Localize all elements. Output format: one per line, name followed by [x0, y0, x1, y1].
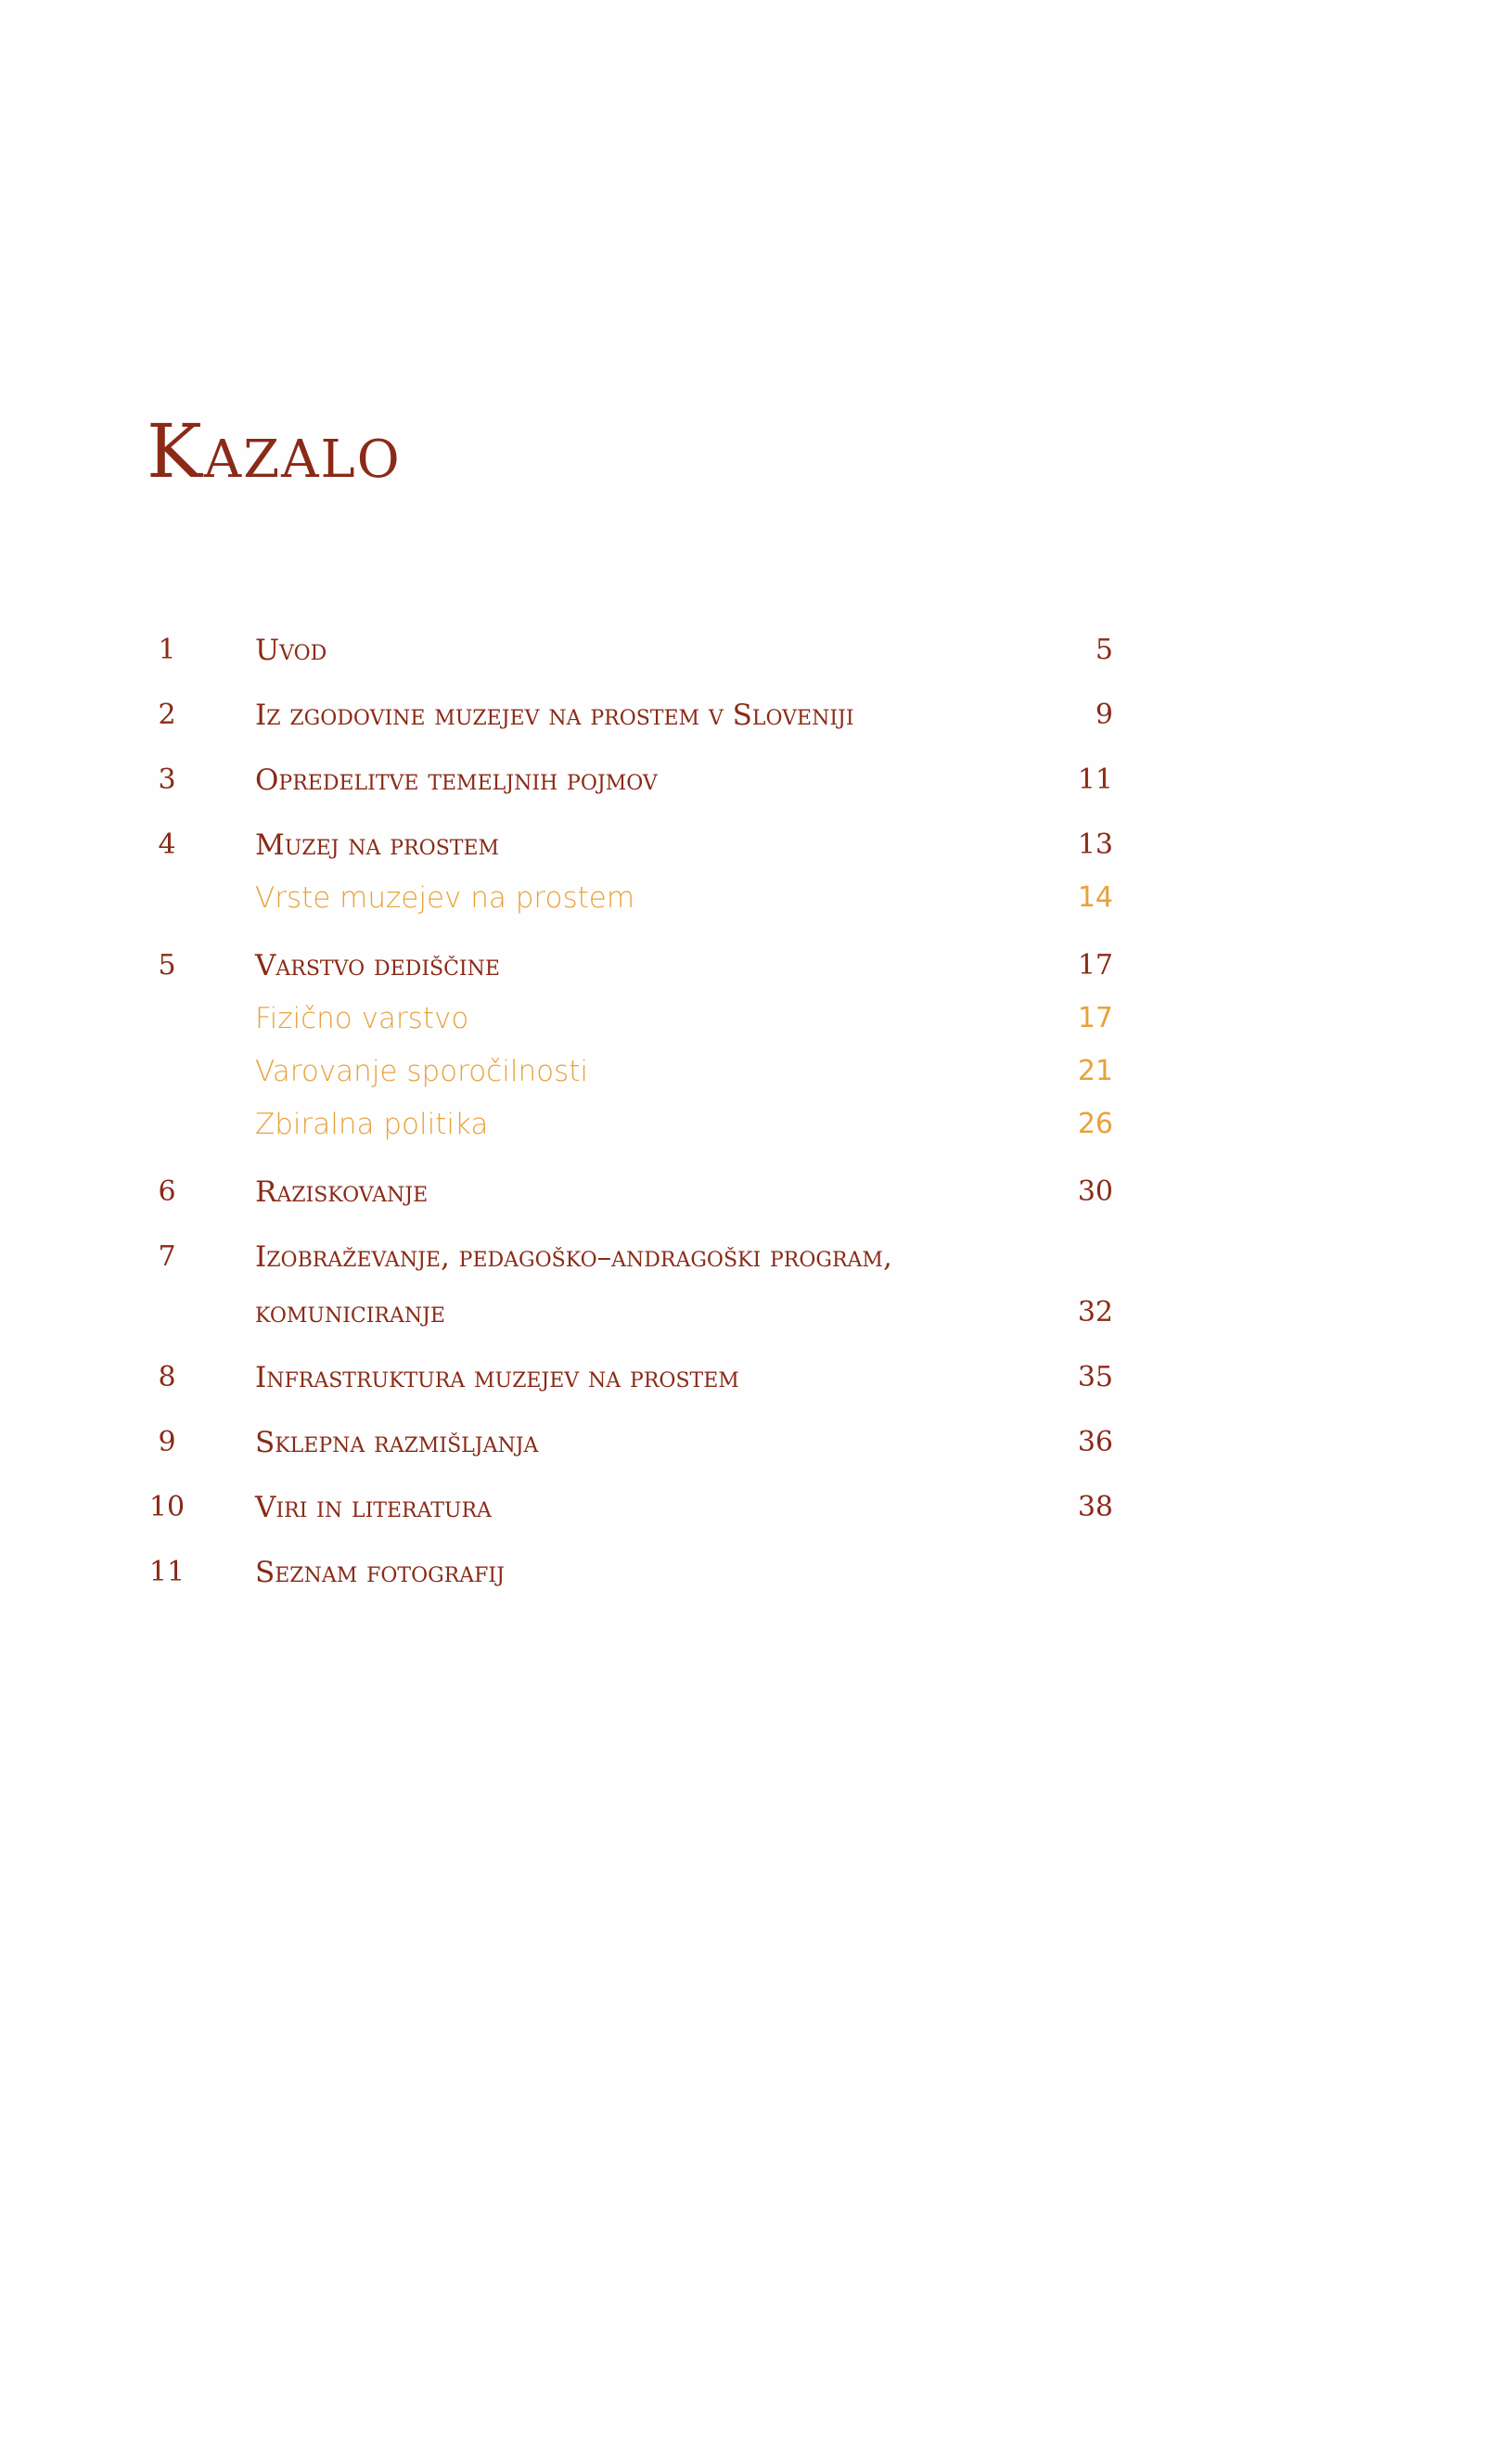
chapter-title: komuniciranje [255, 1296, 445, 1329]
subsection-title: Fizično varstvo [255, 1002, 469, 1035]
chapter-number: 9 [158, 1426, 176, 1458]
page-number: 32 [1077, 1296, 1113, 1329]
toc-entry[interactable] [0, 949, 1512, 997]
page-number: 38 [1077, 1491, 1113, 1523]
toc-entry[interactable] [0, 828, 1512, 877]
toc-subentry[interactable] [0, 1108, 1512, 1156]
chapter-title: Sklepna razmišljanja [255, 1426, 539, 1459]
chapter-title: Opredelitve temeljnih pojmov [255, 764, 658, 797]
chapter-number: 6 [158, 1175, 176, 1208]
page-number: 26 [1077, 1108, 1113, 1140]
page-number: 30 [1077, 1175, 1113, 1208]
chapter-number: 3 [158, 764, 176, 796]
chapter-title: Muzej na prostem [255, 828, 500, 862]
page-number: 17 [1077, 1002, 1113, 1034]
chapter-number: 2 [158, 699, 176, 731]
toc-entry[interactable] [0, 1556, 1512, 1604]
page-number: 11 [1077, 764, 1113, 796]
toc-entry[interactable] [0, 764, 1512, 812]
chapter-number: 7 [158, 1240, 176, 1273]
page-number: 36 [1077, 1426, 1113, 1458]
toc-entry[interactable] [0, 1240, 1512, 1289]
toc-subentry[interactable] [0, 881, 1512, 930]
page-title: Kazalo [147, 408, 402, 494]
chapter-number: 10 [148, 1491, 186, 1523]
subsection-title: Zbiralna politika [255, 1108, 489, 1141]
page-number: 17 [1077, 949, 1113, 982]
toc-subentry[interactable] [0, 1055, 1512, 1103]
page-number: 14 [1077, 881, 1113, 914]
page-number: 21 [1077, 1055, 1113, 1087]
toc-entry[interactable] [0, 699, 1512, 747]
page-number: 13 [1077, 828, 1113, 861]
subsection-title: Vrste muzejev na prostem [255, 881, 635, 915]
subsection-title: Varovanje sporočilnosti [255, 1055, 588, 1088]
page-number: 35 [1077, 1361, 1113, 1393]
toc-subentry[interactable] [0, 1002, 1512, 1050]
chapter-number: 8 [158, 1361, 176, 1393]
chapter-number: 5 [158, 949, 176, 982]
chapter-title: Iz zgodovine muzejev na prostem v Sloveniji [255, 699, 854, 732]
toc-entry[interactable] [0, 1361, 1512, 1409]
page-number: 9 [1095, 699, 1113, 731]
toc-entry[interactable] [0, 634, 1512, 682]
chapter-title: Viri in literatura [255, 1491, 492, 1524]
toc-entry[interactable] [0, 1426, 1512, 1474]
chapter-title: Infrastruktura muzejev na prostem [255, 1361, 739, 1394]
chapter-title: Raziskovanje [255, 1175, 429, 1209]
chapter-title: Uvod [255, 634, 327, 667]
toc-entry[interactable] [0, 1175, 1512, 1224]
chapter-title: Seznam fotografij [255, 1556, 505, 1589]
chapter-number: 1 [158, 634, 176, 666]
chapter-number: 11 [148, 1556, 186, 1588]
chapter-title: Izobraževanje, pedagoško–andragoški program, [255, 1240, 892, 1274]
toc-entry-continuation[interactable] [0, 1296, 1512, 1344]
page-number: 5 [1095, 634, 1113, 666]
chapter-number: 4 [158, 828, 176, 861]
chapter-title: Varstvo dediščine [255, 949, 500, 982]
toc-entry[interactable] [0, 1491, 1512, 1539]
